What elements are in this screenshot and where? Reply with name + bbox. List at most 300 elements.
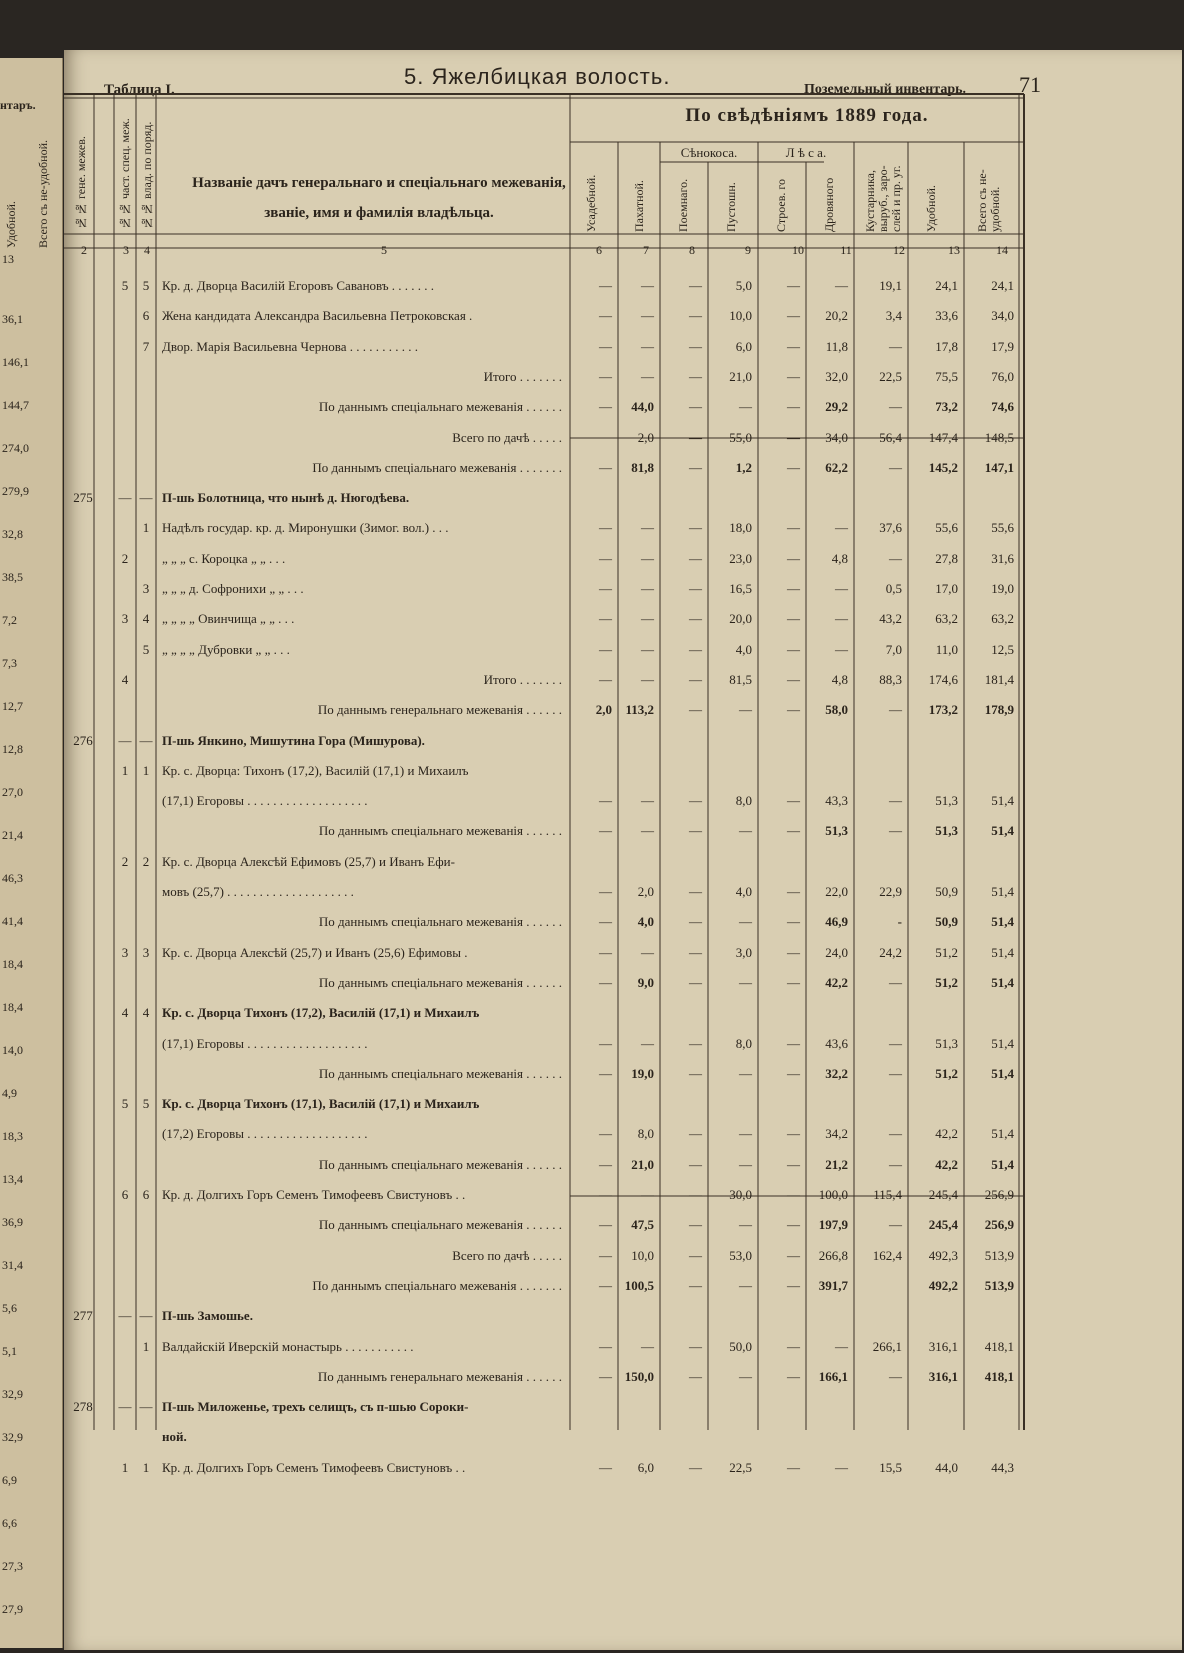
- value-cell: 4,8: [831, 671, 848, 687]
- value-cell: —: [689, 823, 702, 839]
- value-cell: 23,0: [729, 550, 752, 566]
- row-label: Валдайскій Иверскій монастырь . . . . . . . . . . .: [162, 1338, 414, 1354]
- row-label: По даннымъ генеральнаго межеванія . . . . . .: [317, 1368, 562, 1384]
- value-cell: 51,4: [991, 1126, 1014, 1142]
- value-cell: 4,0: [735, 641, 752, 657]
- value-cell: —: [641, 611, 654, 627]
- table-row: [64, 1005, 1182, 1027]
- value-cell: 2,0: [637, 429, 654, 445]
- value-cell: —: [599, 671, 612, 687]
- value-cell: —: [689, 429, 702, 445]
- table-row: [64, 1096, 1182, 1118]
- value-cell: —: [599, 308, 612, 324]
- value-cell: —: [889, 1035, 902, 1051]
- value-cell: —: [835, 641, 848, 657]
- value-cell: —: [787, 1035, 800, 1051]
- value-cell: —: [739, 1126, 752, 1142]
- value-cell: 316,1: [928, 1368, 958, 1384]
- value-cell: —: [599, 1217, 612, 1233]
- table-row: [64, 733, 1182, 755]
- left-value: 6,6: [2, 1516, 17, 1530]
- table-row: [64, 1217, 1182, 1239]
- value-cell: —: [599, 368, 612, 384]
- column-number: 8: [689, 243, 695, 257]
- table-row: [64, 672, 1182, 694]
- owner-number: —: [139, 732, 153, 748]
- group-lesa: Л ѣ с а.: [785, 145, 827, 160]
- value-cell: 24,0: [825, 944, 848, 960]
- value-cell: 391,7: [818, 1277, 848, 1293]
- value-cell: 150,0: [624, 1368, 654, 1384]
- value-cell: —: [689, 399, 702, 415]
- value-cell: —: [787, 399, 800, 415]
- row-label: По даннымъ генеральнаго межеванія . . . . . .: [317, 702, 562, 718]
- value-cell: 113,2: [625, 702, 654, 718]
- value-cell: —: [787, 1338, 800, 1354]
- value-cell: 51,4: [991, 793, 1014, 809]
- value-cell: 22,0: [825, 884, 848, 899]
- table-row: [64, 763, 1182, 785]
- column-number: 14: [996, 243, 1008, 257]
- table-row: [64, 581, 1182, 603]
- row-label: Кр. с. Дворца Алексѣй (25,7) и Иванъ (25,6) Ефимовы .: [162, 944, 468, 960]
- table-row: [64, 914, 1182, 936]
- table-row: [64, 793, 1182, 815]
- spec-mezh-number: 6: [121, 1187, 129, 1202]
- table-row: [64, 551, 1182, 573]
- row-label: П-шь Замошье.: [162, 1308, 253, 1324]
- table-row: [64, 1429, 1182, 1451]
- value-cell: 100,0: [818, 1187, 848, 1202]
- owner-number: 1: [142, 1459, 150, 1475]
- value-cell: 51,4: [991, 974, 1014, 990]
- value-cell: 316,1: [928, 1338, 958, 1354]
- value-cell: 147,4: [928, 429, 958, 445]
- value-cell: —: [599, 459, 612, 475]
- value-cell: —: [739, 1368, 752, 1384]
- value-cell: —: [641, 368, 654, 384]
- value-cell: 3,0: [735, 944, 752, 960]
- value-cell: 55,0: [729, 429, 752, 445]
- table-row: [64, 975, 1182, 997]
- value-cell: —: [689, 671, 702, 687]
- table-label: Таблица I.: [104, 82, 175, 98]
- col-label-gen-mezh: №№ гене. межев.: [74, 136, 88, 230]
- value-cell: 42,2: [825, 974, 848, 990]
- left-value: 274,0: [2, 441, 29, 455]
- value-cell: —: [689, 944, 702, 960]
- value-cell: 47,5: [631, 1217, 654, 1233]
- value-cell: —: [787, 793, 800, 809]
- table-row: [64, 1278, 1182, 1300]
- left-value: 38,5: [2, 570, 23, 584]
- spec-mezh-number: —: [118, 732, 132, 748]
- col-label-pustoshn: Пустошн.: [724, 182, 738, 232]
- row-label: Надѣлъ государ. кр. д. Миронушки (Зимог. вол.) . . .: [162, 520, 449, 536]
- value-cell: —: [889, 1126, 902, 1142]
- value-cell: —: [787, 459, 800, 475]
- spec-mezh-number: 5: [121, 278, 129, 293]
- left-value: 279,9: [2, 484, 29, 498]
- value-cell: 51,3: [935, 793, 958, 809]
- owner-number: 5: [142, 278, 150, 293]
- column-number: 4: [144, 243, 150, 257]
- group-senokos: Сѣнокоса.: [680, 145, 738, 160]
- value-cell: 5,0: [735, 278, 752, 293]
- value-cell: 256,9: [984, 1187, 1014, 1202]
- spec-mezh-number: 2: [121, 550, 129, 566]
- value-cell: 33,6: [935, 308, 958, 324]
- value-cell: 0,5: [885, 581, 902, 596]
- value-cell: 6,0: [637, 1459, 654, 1475]
- value-cell: 9,0: [637, 974, 654, 990]
- spec-mezh-number: 1: [121, 762, 129, 778]
- left-col-label-udobnoy: Удобной.: [4, 201, 18, 248]
- row-label: По даннымъ спеціальнаго межеванія . . . . . . .: [312, 1277, 562, 1293]
- value-cell: —: [641, 793, 654, 809]
- value-cell: 115,4: [873, 1187, 902, 1202]
- value-cell: 55,6: [935, 520, 958, 536]
- value-cell: 17,8: [935, 338, 958, 354]
- row-label: П-шь Миложенье, трехъ селищъ, съ п-шью Сороки-: [162, 1399, 469, 1415]
- table-row: [64, 1369, 1182, 1391]
- column-number: 12: [893, 243, 905, 257]
- value-cell: —: [889, 1217, 902, 1233]
- value-cell: —: [889, 823, 902, 839]
- value-cell: 88,3: [879, 671, 902, 687]
- value-cell: 8,0: [735, 1035, 752, 1051]
- value-cell: 22,9: [879, 884, 902, 899]
- value-cell: 245,4: [928, 1187, 958, 1202]
- value-cell: —: [889, 1368, 902, 1384]
- value-cell: 30,0: [729, 1187, 752, 1202]
- value-cell: 11,0: [935, 641, 958, 657]
- table-row: [64, 1126, 1182, 1148]
- value-cell: 178,9: [984, 702, 1014, 718]
- value-cell: —: [689, 581, 702, 596]
- value-cell: —: [787, 1065, 800, 1081]
- value-cell: —: [787, 1247, 800, 1263]
- row-label: Кр. д. Долгихъ Горъ Семенъ Тимофеевъ Свистуновъ . .: [162, 1187, 466, 1202]
- value-cell: —: [641, 338, 654, 354]
- col-label-udobnoy: Удобной.: [924, 185, 938, 232]
- value-cell: —: [599, 1156, 612, 1172]
- value-cell: 18,0: [729, 520, 752, 536]
- volost-title: 5. Яжелбицкая волость.: [404, 64, 671, 89]
- value-cell: —: [689, 1156, 702, 1172]
- row-label: Всего по дачѣ . . . . .: [452, 1247, 562, 1263]
- table-row: [64, 1248, 1182, 1270]
- spec-mezh-number: —: [118, 1308, 132, 1324]
- value-cell: 11,8: [825, 338, 848, 354]
- value-cell: 513,9: [984, 1247, 1014, 1263]
- left-value: 146,1: [2, 355, 29, 369]
- value-cell: 51,4: [991, 823, 1014, 839]
- value-cell: 24,1: [991, 278, 1014, 293]
- left-value: 14,0: [2, 1043, 23, 1057]
- row-label: Жена кандидата Александра Васильевна Петроковская .: [162, 308, 473, 324]
- left-value: 6,9: [2, 1473, 17, 1487]
- table-row: [64, 308, 1182, 330]
- value-cell: —: [787, 1217, 800, 1233]
- value-cell: —: [689, 884, 702, 899]
- value-cell: —: [787, 1156, 800, 1172]
- value-cell: 17,0: [935, 581, 958, 596]
- value-cell: 34,0: [825, 429, 848, 445]
- value-cell: 2,0: [637, 884, 654, 899]
- value-cell: —: [599, 1035, 612, 1051]
- value-cell: —: [599, 914, 612, 930]
- column-number: 9: [745, 243, 751, 257]
- value-cell: 51,4: [991, 914, 1014, 930]
- row-label: Всего по дачѣ . . . . .: [452, 429, 562, 445]
- owner-number: 3: [142, 944, 150, 960]
- value-cell: —: [689, 459, 702, 475]
- value-cell: 197,9: [818, 1217, 848, 1233]
- value-cell: 37,6: [879, 520, 902, 536]
- value-cell: 266,8: [818, 1247, 848, 1263]
- document-page: [64, 50, 1182, 1650]
- left-value: 144,7: [2, 398, 29, 412]
- value-cell: —: [787, 429, 800, 445]
- owner-number: —: [139, 1308, 153, 1324]
- value-cell: —: [689, 1277, 702, 1293]
- value-cell: —: [689, 641, 702, 657]
- value-cell: —: [689, 1065, 702, 1081]
- owner-number: 1: [142, 762, 150, 778]
- value-cell: —: [835, 520, 848, 536]
- period-header: По свѣдѣніямъ 1889 года.: [685, 105, 929, 126]
- owner-number: 2: [142, 853, 150, 869]
- value-cell: 147,1: [984, 459, 1014, 475]
- value-cell: 73,2: [935, 399, 958, 415]
- value-cell: —: [641, 641, 654, 657]
- value-cell: 7,0: [885, 641, 902, 657]
- value-cell: —: [787, 308, 800, 324]
- value-cell: —: [739, 702, 752, 718]
- left-col-num: 13: [2, 252, 14, 266]
- value-cell: 6,0: [735, 338, 752, 354]
- value-cell: 19,1: [879, 278, 902, 293]
- value-cell: —: [689, 1187, 702, 1202]
- value-cell: 81,8: [631, 459, 654, 475]
- value-cell: 44,0: [631, 399, 654, 415]
- value-cell: —: [889, 459, 902, 475]
- value-cell: —: [599, 1247, 612, 1263]
- value-cell: —: [889, 1156, 902, 1172]
- value-cell: —: [787, 823, 800, 839]
- value-cell: 181,4: [984, 671, 1014, 687]
- table-row: [64, 1399, 1182, 1421]
- value-cell: 63,2: [935, 611, 958, 627]
- value-cell: —: [787, 1126, 800, 1142]
- value-cell: —: [641, 671, 654, 687]
- value-cell: —: [835, 278, 848, 293]
- value-cell: 21,2: [825, 1156, 848, 1172]
- value-cell: 51,4: [991, 1065, 1014, 1081]
- value-cell: 32,2: [825, 1065, 848, 1081]
- row-label: „ „ „ „ Овинчища „ „ . . .: [162, 611, 295, 627]
- value-cell: 100,5: [624, 1277, 654, 1293]
- value-cell: —: [641, 520, 654, 536]
- left-page-header: нтаръ.: [0, 98, 36, 112]
- table-row: [64, 1308, 1182, 1330]
- left-value: 32,8: [2, 527, 23, 541]
- row-label: По даннымъ спеціальнаго межеванія . . . . . .: [318, 974, 562, 990]
- value-cell: —: [889, 793, 902, 809]
- column-number: 2: [81, 243, 87, 257]
- left-value: 12,8: [2, 742, 23, 756]
- value-cell: —: [599, 641, 612, 657]
- left-value: 46,3: [2, 871, 23, 885]
- value-cell: —: [787, 1187, 800, 1202]
- left-value: 18,3: [2, 1129, 23, 1143]
- value-cell: —: [787, 884, 800, 899]
- value-cell: —: [787, 278, 800, 293]
- value-cell: 22,5: [729, 1459, 752, 1475]
- value-cell: —: [599, 611, 612, 627]
- value-cell: 8,0: [735, 793, 752, 809]
- spec-mezh-number: 4: [121, 671, 129, 687]
- value-cell: —: [599, 1187, 612, 1202]
- value-cell: 51,2: [935, 1065, 958, 1081]
- value-cell: 74,6: [991, 399, 1014, 415]
- value-cell: —: [787, 611, 800, 627]
- value-cell: 27,8: [935, 550, 958, 566]
- value-cell: 81,5: [729, 671, 752, 687]
- value-cell: 173,2: [928, 702, 958, 718]
- value-cell: —: [641, 823, 654, 839]
- owner-number: —: [139, 490, 153, 506]
- col-label-usadebnoy: Усадебной.: [584, 174, 598, 232]
- page-number: 71: [1019, 72, 1041, 97]
- spec-mezh-number: 2: [121, 853, 129, 869]
- value-cell: —: [599, 278, 612, 293]
- left-value: 31,4: [2, 1258, 23, 1272]
- spec-mezh-number: —: [118, 490, 132, 506]
- value-cell: —: [739, 974, 752, 990]
- section-title: Поземельный инвентарь.: [804, 82, 967, 97]
- col-label-drovyanogo: Дровяного: [822, 177, 836, 232]
- value-cell: —: [641, 1338, 654, 1354]
- column-number: 11: [840, 243, 852, 257]
- value-cell: 4,8: [831, 550, 848, 566]
- row-label: Кр. с. Дворца: Тихонъ (17,2), Василій (17,1) и Михаилъ: [162, 762, 469, 778]
- value-cell: —: [689, 974, 702, 990]
- value-cell: —: [599, 338, 612, 354]
- value-cell: 51,3: [935, 823, 958, 839]
- row-label: П-шь Болотница, что нынѣ д. Нюгодѣева.: [162, 490, 410, 506]
- column-number: 3: [123, 243, 129, 257]
- col-label-vsego: Всего съ не-удобной.: [975, 169, 1002, 232]
- value-cell: 20,0: [729, 611, 752, 627]
- value-cell: 24,1: [935, 278, 958, 293]
- value-cell: —: [787, 1277, 800, 1293]
- left-col-label-vsego: Всего съ не-удобной.: [36, 140, 50, 248]
- gen-mezh-number: 278: [73, 1399, 93, 1415]
- value-cell: —: [689, 1459, 702, 1475]
- table-row: [64, 1339, 1182, 1361]
- value-cell: 245,4: [928, 1217, 958, 1233]
- value-cell: 4,0: [735, 884, 752, 899]
- value-cell: —: [835, 1459, 848, 1475]
- value-cell: —: [641, 1187, 654, 1202]
- value-cell: 16,5: [729, 581, 752, 596]
- col-label-names: Названіе дачъ генеральнаго и спеціальнаго межеванія, званіе, имя и фамилія владѣльца.: [192, 175, 566, 221]
- row-label: Кр. д. Дворца Василій Егоровъ Савановъ . . . . . . .: [162, 278, 435, 293]
- value-cell: 3,4: [885, 308, 902, 324]
- table-row: [64, 460, 1182, 482]
- value-cell: —: [689, 1035, 702, 1051]
- value-cell: 50,0: [729, 1338, 752, 1354]
- row-label: Двор. Марія Васильевна Чернова . . . . . . . . . . .: [162, 338, 418, 354]
- row-label: По даннымъ спеціальнаго межеванія . . . . . .: [318, 399, 562, 415]
- col-label-pakhatnoy: Пахатной.: [632, 180, 646, 232]
- left-value: 4,9: [2, 1086, 17, 1100]
- owner-number: 7: [142, 338, 150, 354]
- value-cell: 492,2: [928, 1277, 958, 1293]
- table-row: [64, 611, 1182, 633]
- left-value: 27,3: [2, 1559, 23, 1573]
- value-cell: 4,0: [637, 914, 654, 930]
- value-cell: —: [641, 278, 654, 293]
- row-label: мовъ (25,7) . . . . . . . . . . . . . . . . . . . .: [162, 884, 354, 899]
- col-label-poemnago: Поемнаго.: [676, 178, 690, 232]
- value-cell: —: [689, 793, 702, 809]
- value-cell: 145,2: [928, 459, 958, 475]
- gen-mezh-number: 277: [73, 1308, 93, 1324]
- col-label-kustarnika: Кустарника, выруб., заро-слей и пр. уг.: [863, 165, 903, 232]
- value-cell: 174,6: [928, 671, 958, 687]
- row-label: По даннымъ спеціальнаго межеванія . . . . . .: [318, 1065, 562, 1081]
- spec-mezh-number: —: [118, 1399, 132, 1415]
- left-value: 21,4: [2, 828, 23, 842]
- table-row: [64, 430, 1182, 452]
- owner-number: 4: [142, 1005, 150, 1021]
- row-label: (17,1) Егоровы . . . . . . . . . . . . . . . . . . .: [162, 793, 368, 809]
- value-cell: —: [599, 1126, 612, 1142]
- value-cell: —: [889, 974, 902, 990]
- value-cell: 51,4: [991, 944, 1014, 960]
- left-value: 36,1: [2, 312, 23, 326]
- value-cell: 34,0: [991, 308, 1014, 324]
- owner-number: 1: [142, 520, 150, 536]
- value-cell: 43,6: [825, 1035, 848, 1051]
- value-cell: 10,0: [631, 1247, 654, 1263]
- row-label: По даннымъ спеціальнаго межеванія . . . . . .: [318, 1156, 562, 1172]
- value-cell: —: [599, 399, 612, 415]
- value-cell: 75,5: [935, 368, 958, 384]
- value-cell: —: [599, 944, 612, 960]
- row-label: Кр. с. Дворца Тихонъ (17,1), Василій (17,1) и Михаилъ: [162, 1096, 480, 1112]
- value-cell: —: [787, 641, 800, 657]
- value-cell: 76,0: [991, 368, 1014, 384]
- row-label: „ „ „ с. Короцка „ „ . . .: [162, 550, 286, 566]
- value-cell: 50,9: [935, 884, 958, 899]
- value-cell: —: [787, 338, 800, 354]
- table-row: [64, 1157, 1182, 1179]
- value-cell: —: [787, 1459, 800, 1475]
- value-cell: —: [889, 702, 902, 718]
- value-cell: 51,4: [991, 1156, 1014, 1172]
- spec-mezh-number: 4: [121, 1005, 129, 1021]
- value-cell: 56,4: [879, 429, 902, 445]
- row-label: По даннымъ спеціальнаго межеванія . . . . . .: [318, 1217, 562, 1233]
- row-label: По даннымъ спеціальнаго межеванія . . . . . .: [318, 914, 562, 930]
- row-label: (17,2) Егоровы . . . . . . . . . . . . . . . . . . .: [162, 1126, 368, 1142]
- value-cell: —: [599, 974, 612, 990]
- value-cell: —: [599, 1459, 612, 1475]
